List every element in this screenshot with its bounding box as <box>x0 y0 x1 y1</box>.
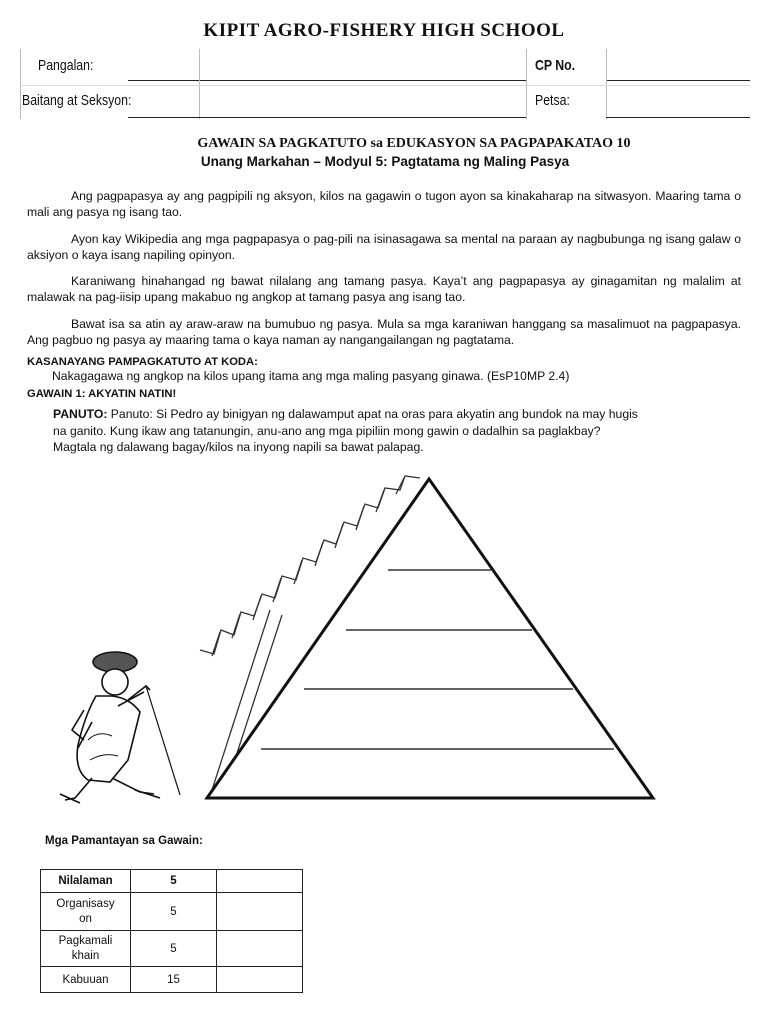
table-row <box>41 870 303 893</box>
criteria-title: Mga Pamantayan sa Gawain: <box>45 835 203 847</box>
task-heading: GAWAIN 1: AKYATIN NATIN! <box>27 388 177 400</box>
school-name: KIPIT AGRO-FISHERY HIGH SCHOOL <box>203 20 565 41</box>
criterion-name-text: Pagkamali khain <box>58 934 113 962</box>
paragraph-3: Karaniwang hinahangad ng bawat nilalang ang tamang pasya. Kaya’t ang pagpapasya ay ginagamitan ng malalim at malawak na pag-iisip upang makabuo ng angkop at tamang pasya ang isang tao. <box>27 274 741 304</box>
criteria-table <box>40 869 303 993</box>
name-label: Pangalan: <box>38 57 94 74</box>
criterion-name <box>41 893 131 931</box>
name-field[interactable] <box>128 80 526 81</box>
task-instructions <box>53 406 743 456</box>
criterion-name <box>41 931 131 967</box>
table-row <box>41 931 303 967</box>
student-info-fields <box>20 49 750 119</box>
field-row-divider <box>20 85 750 86</box>
table-row <box>41 967 303 993</box>
cp-field[interactable] <box>606 80 750 81</box>
activity-subtitle: Unang Markahan – Modyul 5: Pagtatama ng Maling Pasya <box>200 154 570 169</box>
grade-label: Baitang at Seksyon: <box>22 92 132 109</box>
criterion-name-text: Organisasy on <box>56 897 115 925</box>
date-field[interactable] <box>606 117 750 118</box>
instruction-line: Magtala ng dalawang bagay/kilos na inyong napili sa bawat palapag. <box>53 440 424 454</box>
score-cell[interactable] <box>217 931 303 967</box>
competency-text: Nakagagawa ng angkop na kilos upang itama ang mga maling pasyang ginawa. (EsP10MP 2.4) <box>52 369 570 383</box>
hiker-illustration <box>60 652 180 803</box>
table-row <box>41 893 303 931</box>
activity-title: GAWAIN SA PAGKATUTO sa EDUKASYON SA PAGPAPAKATAO 10 <box>197 136 631 151</box>
field-divider <box>526 49 527 119</box>
criterion-points: 15 <box>131 967 217 993</box>
paragraph-1: Ang pagpapasya ay ang pagpipili ng aksyon, kilos na gagawin o tugon ayon sa kinakaharap na sitwasyon. Maaring tama o mali ang pasya ng isang tao. <box>27 189 741 219</box>
paragraph-2: Ayon kay Wikipedia ang mga pagpapasya o pag-pili na isinasagawa sa mental na paraan ay nagbubunga ng isang galaw o aksiyon o kaya isang napiling opinyon. <box>27 232 741 262</box>
grade-field[interactable] <box>128 117 526 118</box>
instruction-line: na ganito. Kung ikaw ang tatanungin, anu-ano ang mga pipiliin mong gawin o dadalhin sa paglakbay? <box>53 423 601 438</box>
criterion-points: 5 <box>131 870 217 893</box>
paragraph-4: Bawat isa sa atin ay araw-araw na bumubuo ng pasya. Mula sa mga karaniwan hanggang sa masalimuot na pagpapasya. Ang pagbuo ng pasya ay maaring tama o kaya naman ay nangangailangan ng pagtatama. <box>27 317 741 347</box>
criterion-name: Nilalaman <box>41 870 131 893</box>
score-cell[interactable] <box>217 893 303 931</box>
instruction-text: Panuto: Si Pedro ay binigyan ng dalawamput apat na oras para akyatin ang bundok na may hugis <box>110 407 638 421</box>
criterion-points: 5 <box>131 893 217 931</box>
competency-heading: KASANAYANG PAMPAGKATUTO AT KODA: <box>27 356 258 368</box>
field-divider <box>199 49 200 119</box>
field-divider <box>20 49 21 119</box>
instruction-line <box>53 406 743 423</box>
cp-label: CP No. <box>535 57 576 74</box>
date-label: Petsa: <box>535 92 570 109</box>
field-divider <box>606 49 607 119</box>
score-cell[interactable] <box>217 967 303 993</box>
score-cell[interactable] <box>217 870 303 893</box>
criterion-name: Kabuuan <box>41 967 131 993</box>
instruction-label: PANUTO: <box>53 407 108 421</box>
criterion-points: 5 <box>131 931 217 967</box>
mountain-pyramid-illustration <box>0 460 768 820</box>
